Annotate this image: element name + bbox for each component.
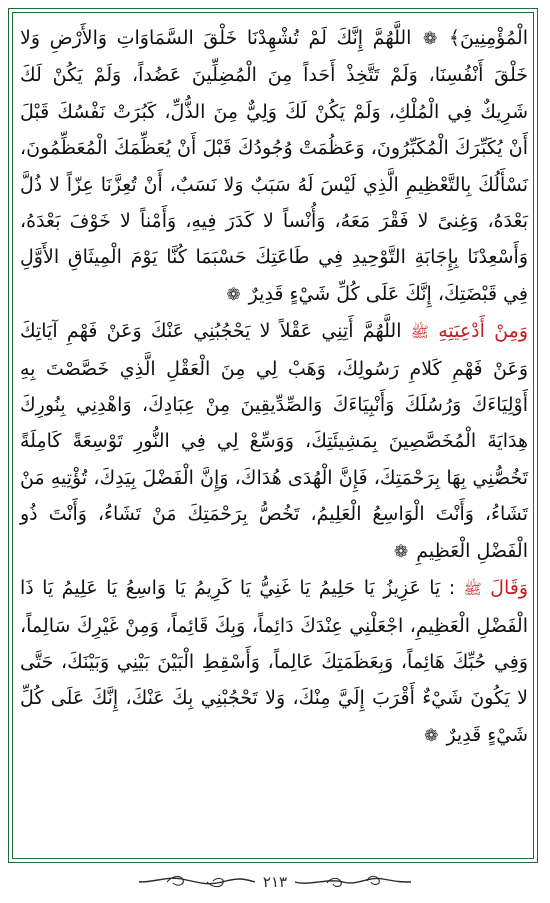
page-number: ٢١٣ xyxy=(262,873,288,891)
paragraph-2 xyxy=(20,313,528,570)
paragraph-1 xyxy=(20,20,528,313)
salutation-seal-icon: ﷺ xyxy=(463,580,482,599)
paragraph-3 xyxy=(20,570,528,754)
prayer-text-1: اللَّهُمَّ إِنَّكَ لَمْ تُشْهِدْنَا خَلْقَ السَّمَاوَاتِ وَالأَرْضِ وَلا خَلْقَ أَنْفُسِنَا، وَلَمْ تَتَّخِذْ أَحَداً مِنَ الْمُضِلِّينَ عَضُداً، وَلَمْ يَكُنْ لَكَ شَرِيكٌ فِي الْمُلْكِ، وَلَمْ يَكُنْ لَكَ وَلِيٌّ مِنَ الذُّلِّ، كَبُرَتْ نَفْسُكَ قَبْلَ أَنْ يُكَبِّرَكَ الْمُكَبِّرُونَ، وَعَظُمَتْ وُجُودُكَ قَبْلَ أَنْ يُعَظِّمَكَ الْمُعَظِّمُونَ، نَسْأَلُكَ بِالتَّعْظِيمِ الَّذِي لَيْسَ لَهُ سَبَبٌ وَلا نَسَبٌ، أَنْ تُعِزَّنَا عِزّاً لا ذُلَّ بَعْدَهُ، وَغِنىً لا فَقْرَ مَعَهُ، وَأُنْساً لا كَدَرَ فِيهِ، وَأَمْناً لا خَوْفَ بَعْدَهُ، وَأَسْعِدْنَا بِإِجَابَةِ التَّوْحِيدِ فِي طَاعَتِكَ حَسْبَمَا كُنَّا يَوْمَ الْمِيثَاقِ الأَوَّلِ فِي قَبْضَتِكَ، إِنَّكَ عَلَى كُلِّ شَيْءٍ قَدِيرٌ xyxy=(20,27,528,305)
page-footer xyxy=(0,870,550,894)
section-heading-red: وَمِنْ أَدْعِيَتِهِ xyxy=(438,320,529,343)
quote-ending: الْمُؤْمِنِينَ﴾ xyxy=(448,27,528,49)
section-heading-red: وَقَالَ xyxy=(490,577,529,600)
footer-flourish-right-icon xyxy=(293,873,413,891)
prayer-text-2: اللَّهُمَّ أَتِنِي عَقْلاً لا يَحْجُبُنِي عَنْكَ وَعَنْ فَهْمِ آيَاتِكَ وَعَنْ فَهْمِ كَلامِ رَسُولِكَ، وَهَبْ لِي مِنَ الْعَقْلِ الَّذِي خَصَّصْتَ بِهِ أَوْلِيَاءَكَ وَرُسُلَكَ وَأَنْبِيَاءَكَ وَالصِّدِّيقِينَ مِنْ عِبَادِكَ، وَاهْدِنِي بِنُورِكَ هِدَايَةَ الْمُخَصَّصِينَ بِمَشِيئَتِكَ، وَوَسِّعْ لِي فِي النُّورِ تَوْسِعَةً كَامِلَةً تَخُصُّنِي بِهَا بِرَحْمَتِكَ، فَإِنَّ الْهُدَى هُدَاكَ، وَإِنَّ الْفَضْلَ بِيَدِكَ، تُؤْتِيهِ مَنْ تَشَاءُ، وَأَنْتَ الْوَاسِعُ الْعَلِيمُ، تَخُصُّ بِرَحْمَتِكَ مَنْ تَشَاءُ، وَأَنْتَ ذُو الْفَضْلِ الْعَظِيمِ xyxy=(20,320,528,562)
main-text-block xyxy=(20,20,528,754)
rosette-ornament-icon: ❁ xyxy=(393,541,409,562)
rosette-ornament-icon: ❁ xyxy=(226,284,241,305)
footer-flourish-left-icon xyxy=(137,873,257,891)
salutation-seal-icon: ﷺ xyxy=(410,323,429,342)
rosette-ornament-icon: ❁ xyxy=(424,725,439,746)
rosette-ornament-icon: ❁ xyxy=(423,29,438,49)
prayer-text-3: : يَا عَزِيزُ يَا حَلِيمُ يَا غَنِيُّ يَا كَرِيمُ يَا وَاسِعُ يَا عَلِيمُ يَا ذَا الْفَضْلِ الْعَظِيمِ، اجْعَلْنِي عِنْدَكَ دَائِماً، وَبِكَ قَائِماً، وَمِنْ غَيْرِكَ سَالِماً، وَفِي حُبِّكَ هَائِماً، وَبِعَظَمَتِكَ عَالِماً، وَأَسْقِطِ الْبَيْنَ بَيْنِي وَبَيْنَكَ، حَتَّى لا يَكُونَ شَيْءٌ أَقْرَبَ إِلَيَّ مِنْكَ، وَلا تَحْجُبْنِي بِكَ عَنْكَ، إِنَّكَ عَلَى كُلِّ شَيْءٍ قَدِيرٌ xyxy=(20,577,528,746)
